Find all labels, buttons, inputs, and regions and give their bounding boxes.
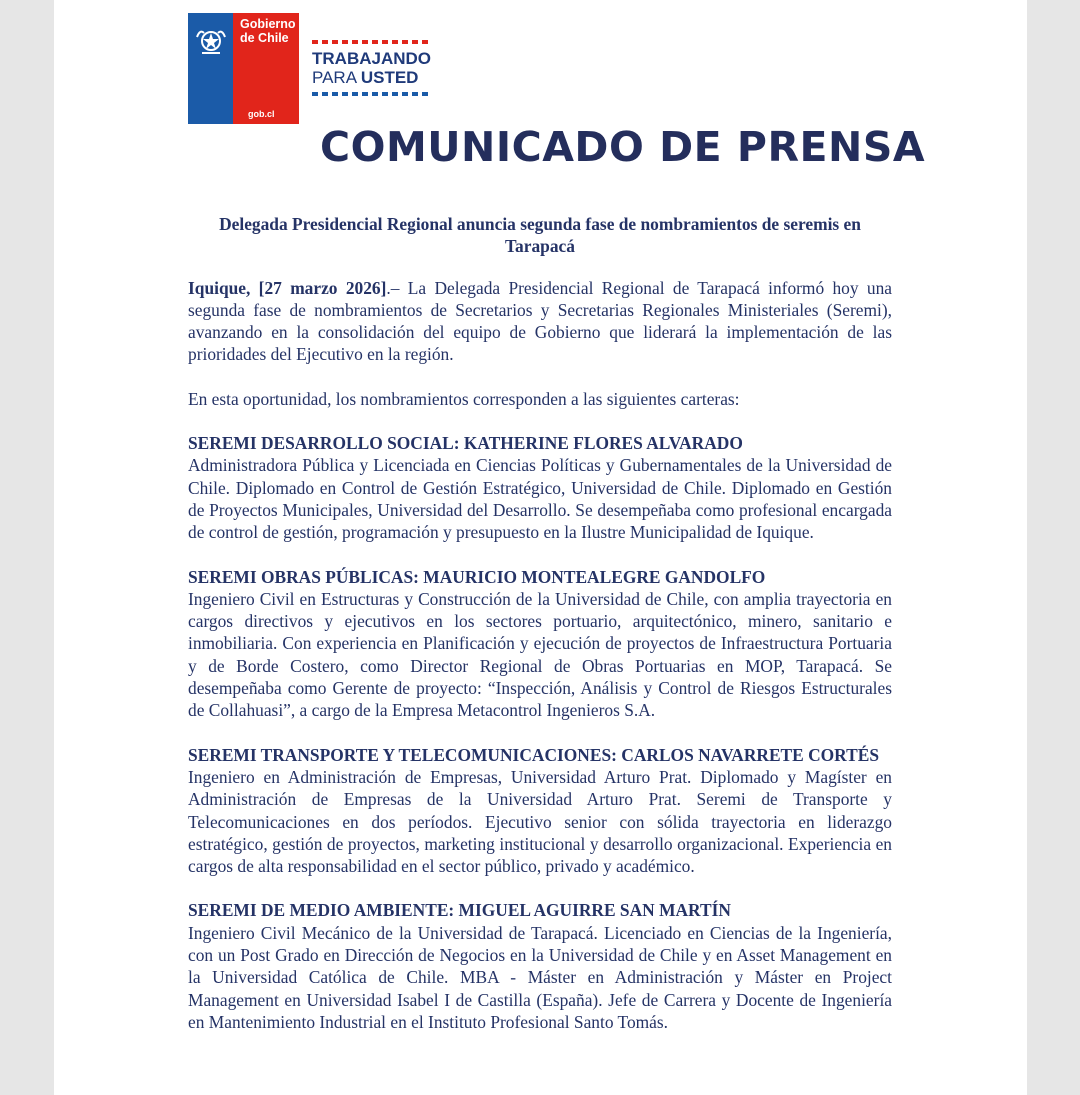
coat-of-arms-icon — [194, 23, 228, 57]
article-title: Delegada Presidencial Regional anuncia segunda fase de nombramientos de seremis en Tarapacá — [219, 214, 861, 257]
slogan-line-1: TRABAJANDO — [312, 49, 431, 68]
press-release-page — [54, 0, 1027, 1095]
appointment-item — [188, 899, 892, 1033]
appointment-item — [188, 566, 892, 722]
appointment-heading: SEREMI DE MEDIO AMBIENTE: MIGUEL AGUIRRE SAN MARTÍN — [188, 900, 731, 921]
appointment-heading: SEREMI DESARROLLO SOCIAL: KATHERINE FLORES ALVARADO — [188, 433, 743, 454]
appointment-item — [188, 744, 892, 878]
article-body — [188, 213, 892, 1055]
appointment-description: Ingeniero en Administración de Empresas, Universidad Arturo Prat. Diplomado y Magíster en Administración de Empresas de la Universidad Arturo Prat. Seremi de Transporte y Telecomunicaciones en dos períodos. Ejecutivo senior con sólida trayectoria en liderazgo estratégico, gestión de proyectos, marketing institucional y desarrollo organizacional. Experiencia en cargos de alta responsabilidad en el sector público, privado y académico. — [188, 766, 892, 877]
appointment-description: Ingeniero Civil Mecánico de la Universidad de Tarapacá. Licenciado en Ciencias de la Ingeniería, con un Post Grado en Dirección de Negocios en la Universidad de Chile y en Asset Management en la Universidad Católica de Chile. MBA - Máster en Administración y Máster en Project Management en Universidad Isabel I de Castilla (España). Jefe de Carrera y Docente de Ingeniería en Mantenimiento Industrial en el Instituto Profesional Santo Tomás. — [188, 922, 892, 1032]
appointment-item — [188, 432, 892, 543]
logo-text: Gobierno de Chile — [240, 17, 296, 45]
slogan-bottom-dash — [312, 92, 428, 96]
slogan-emphasis: USTED — [360, 68, 419, 87]
lead-paragraph: En esta oportunidad, los nombramientos corresponden a las siguientes carteras: — [188, 388, 740, 409]
slogan-prefix: PARA — [312, 68, 361, 87]
appointment-description: Administradora Pública y Licenciada en Ciencias Políticas y Gubernamentales de la Universidad de Chile. Diplomado en Control de Gestión Estratégico, Universidad de Chile. Diplomado en Gestión de Proyectos Municipales, Universidad del Desarrollo. Se desempeñaba como profesional encargada de control de gestión, programación y presupuesto en la Ilustre Municipalidad de Iquique. — [188, 455, 892, 543]
appointment-heading: SEREMI TRANSPORTE Y TELECOMUNICACIONES: CARLOS NAVARRETE CORTÉS — [188, 744, 880, 765]
slogan-line-2 — [312, 68, 431, 87]
logo-site: gob.cl — [248, 109, 275, 119]
appointment-description: Ingeniero Civil en Estructuras y Construcción de la Universidad de Chile, con amplia trayectoria en cargos directivos y ejecutivos en los sectores portuario, arquitectónico, minero, sanitario e inmobiliaria. Con experiencia en Planificación y ejecución de proyectos de Infraestructura Portuaria y de Borde Costero, como Director Regional de Obras Portuarias en MOP, Tarapacá. Se desempeñaba como Gerente de proyecto: “Inspección, Análisis y Control de Riesgos Estructurales de Collahuasi”, a cargo de la Empresa Metacontrol Ingenieros S.A. — [188, 588, 892, 721]
slogan — [312, 40, 431, 96]
slogan-top-dash — [312, 40, 428, 44]
dateline: Iquique, [27 marzo 2026] — [188, 277, 387, 298]
intro-text: .– La Delegada Presidencial Regional de Tarapacá informó hoy una segunda fase de nombramientos de Secretarios y Secretarias Regionales Ministeriales (Seremi), avanzando en la consolidación del equipo de Gobierno que liderará la implementación de las prioridades del Ejecutivo en la región. — [188, 277, 893, 365]
gobierno-de-chile-logo — [188, 13, 299, 124]
page-title: COMUNICADO DE PRENSA — [320, 123, 926, 171]
intro-paragraph — [188, 277, 892, 366]
appointment-heading: SEREMI OBRAS PÚBLICAS: MAURICIO MONTEALEGRE GANDOLFO — [188, 566, 766, 587]
